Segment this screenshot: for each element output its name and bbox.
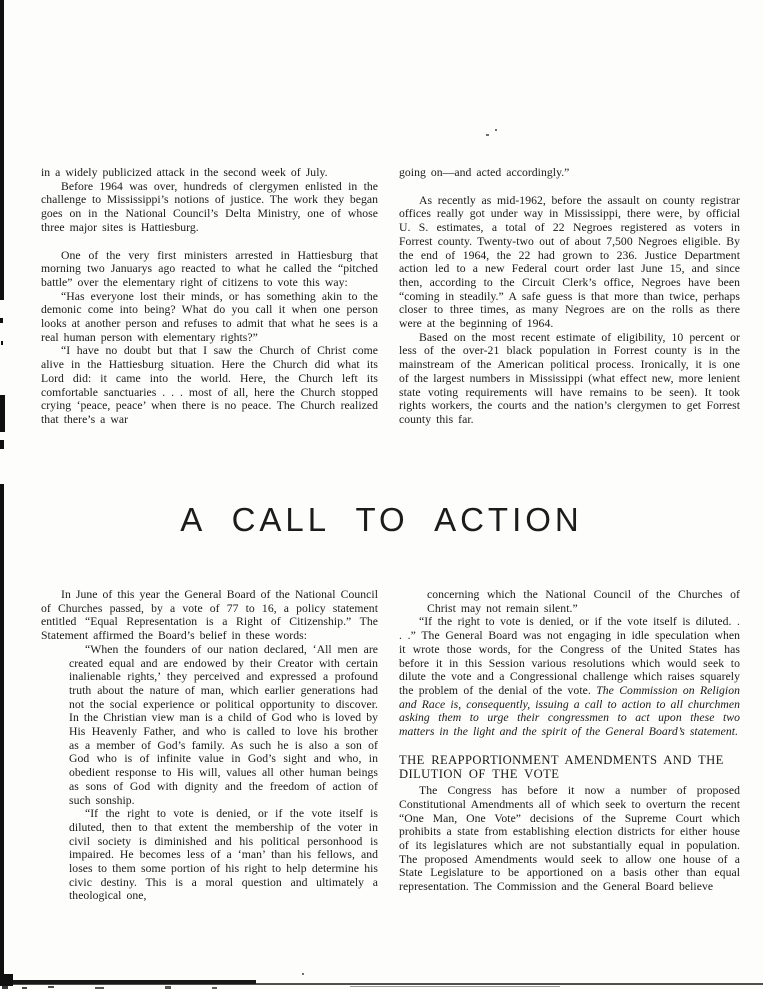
text-run: going on—and acted accordingly.” (399, 166, 570, 179)
scan-edge-artifact (0, 395, 5, 432)
paragraph (427, 588, 740, 615)
paragraph-gap (41, 235, 378, 249)
scan-speck (486, 134, 489, 136)
scan-edge-artifact (0, 318, 3, 323)
scan-edge-artifact (0, 484, 4, 985)
paragraph (41, 290, 378, 345)
paragraph (399, 784, 740, 894)
scan-bottom-line-artifact (0, 974, 13, 986)
paragraph (41, 344, 378, 426)
scan-edge-artifact (0, 440, 4, 449)
paragraph (69, 807, 378, 903)
paragraph-gap (399, 739, 740, 753)
text-run: In June of this year the General Board of the National Council of Churches passed, by a vote of 77 to 16, a policy statement entitled “Equal Representation is a Right of Citizenship.” The Statement affirmed the Board’s belief in these words: (41, 588, 378, 643)
text-run: “Has everyone lost their minds, or has something akin to the demonic come into being? What do you call it when one person looks at another person and refuses to admit that what he sees is a real human person with elementary rights?” (41, 289, 378, 344)
text-run: “When the founders of our nation declared, ‘All men are created equal and are endowed by their Creator with certain inalienable rights,’ they perceived and expressed a profound truth about the nature of man, which earlier generations had not the social experience or political opportunity to discover. In the Christian view man is a child of God who is loved by His Heavenly Father, and who is called to love his brother as a member of God’s family. As such he is also a son of God who is of infinite value in God’s sight and who, in obedient response to His will, values all other human beings as sons of God with dignity and the freedom of action of such sonship. (69, 642, 378, 807)
scan-speck (495, 129, 497, 131)
text-run: Before 1964 was over, hundreds of clergymen enlisted in the challenge to Mississippi’s notions of justice. The work they began goes on in the National Council’s Delta Ministry, one of whose three major sites is Hattiesburg. (41, 179, 378, 234)
paragraph (69, 643, 378, 807)
article-title: A CALL TO ACTION (180, 501, 583, 538)
paragraph (41, 166, 378, 180)
paragraph (399, 166, 740, 180)
scan-speck (165, 986, 171, 989)
paragraph-gap (399, 180, 740, 194)
text-run: The Congress has before it now a number of proposed Constitutional Amendments all of which seek to overturn the recent “One Man, One Vote” decisions of the Supreme Court which prohibits a state from establishing election districts for either house of its legislatures which are not substantially equal in population. The proposed Amendments would seek to allow one house of a State Legislature to be apportioned on a basis other than equal representation. The Commission and the General Board believe (399, 784, 740, 894)
scan-speck (2, 986, 8, 989)
text-run: “If the right to vote is denied, or if the vote itself is diluted. . . .” The General Board was not engaging in idle speculation when it wrote those words, for the Congress of the United States has before it in this Session various resolutions which would seek to dilute the vote and a Congressional challenge which raises squarely the problem of the denial of the vote. (399, 615, 740, 697)
text-run: in a widely publicized attack in the second week of July. (41, 166, 328, 179)
paragraph (399, 194, 740, 331)
scan-speck (350, 986, 560, 987)
scan-bottom-line-artifact (4, 980, 256, 984)
text-run: One of the very first ministers arrested in Hattiesburg that morning two Januarys ago reacted to what he called the “pitched battle” over the elementary right of citizens to vote this way: (41, 248, 378, 289)
bottom-left-column (41, 588, 378, 903)
section-subheading (399, 753, 740, 781)
paragraph (41, 249, 378, 290)
scan-speck (302, 973, 304, 975)
text-run: THE REAPPORTIONMENT AMENDMENTS AND THE DILUTION OF THE VOTE (399, 752, 724, 781)
italic-text-run: The Commission on Religion and Race is, consequently, issuing a call to action to all churchmen asking them to urge their congressmen to act upon these two matters in the light and the spirit of the General Board’s statement. (399, 683, 740, 739)
top-left-column (41, 166, 378, 427)
text-run: Based on the most recent estimate of eligibility, 10 percent or less of the over-21 black population in Forrest county is in the mainstream of the American political process. Ironically, it is one of the largest numbers in Mississippi (what effect new, more lenient state voting requirements will have remains to be seen). It took rights workers, the courts and the nation’s clergymen to get Forrest county this far. (399, 330, 740, 426)
text-run: “If the right to vote is denied, or if the vote itself is diluted, then to that extent the membership of the voter in civil society is diminished and his political personhood is impaired. He becomes less of a ‘man’ than his fellows, and loses to them some portion of his right to help determine his civic destiny. This is a moral question and ultimately a theological one, (69, 807, 378, 903)
scan-speck (95, 987, 104, 989)
bottom-right-column (399, 588, 740, 894)
scan-edge-artifact (1, 341, 3, 345)
text-run: concerning which the National Council of the Churches of Christ may not remain silent.” (427, 588, 740, 615)
scan-speck (48, 986, 54, 988)
scan-speck (22, 987, 27, 989)
paragraph (41, 180, 378, 235)
paragraph (399, 615, 740, 738)
scan-edge-artifact (0, 0, 4, 300)
text-run: “I have no doubt but that I saw the Church of Christ come alive in the Hattiesburg situation. Here the Church did what its Lord did: it came into the world. Here, the Church left its comfortable sanctuaries . . . most of all, here the Church stopped crying ‘peace, peace’ when there is no peace. The Church realized that there’s a war (41, 344, 378, 426)
paragraph (399, 331, 740, 427)
scan-speck (212, 987, 217, 989)
top-right-column (399, 166, 740, 427)
text-run: As recently as mid-1962, before the assault on county registrar offices really got under way in Mississippi, there were, by official U. S. estimates, a total of 22 Negroes registered as voters in Forrest county. Twenty-two out of about 7,500 Negroes eligible. By the end of 1964, the 22 had grown to 236. Justice Department action led to a new Federal court order last June 15, and since then, according to the Circuit Clerk’s office, Negroes have been “coming in steadily.” A safe guess is that more than twice, perhaps closer to three times, as many Negroes are on the rolls as there were at the beginning of 1964. (399, 193, 740, 331)
paragraph (41, 588, 378, 643)
